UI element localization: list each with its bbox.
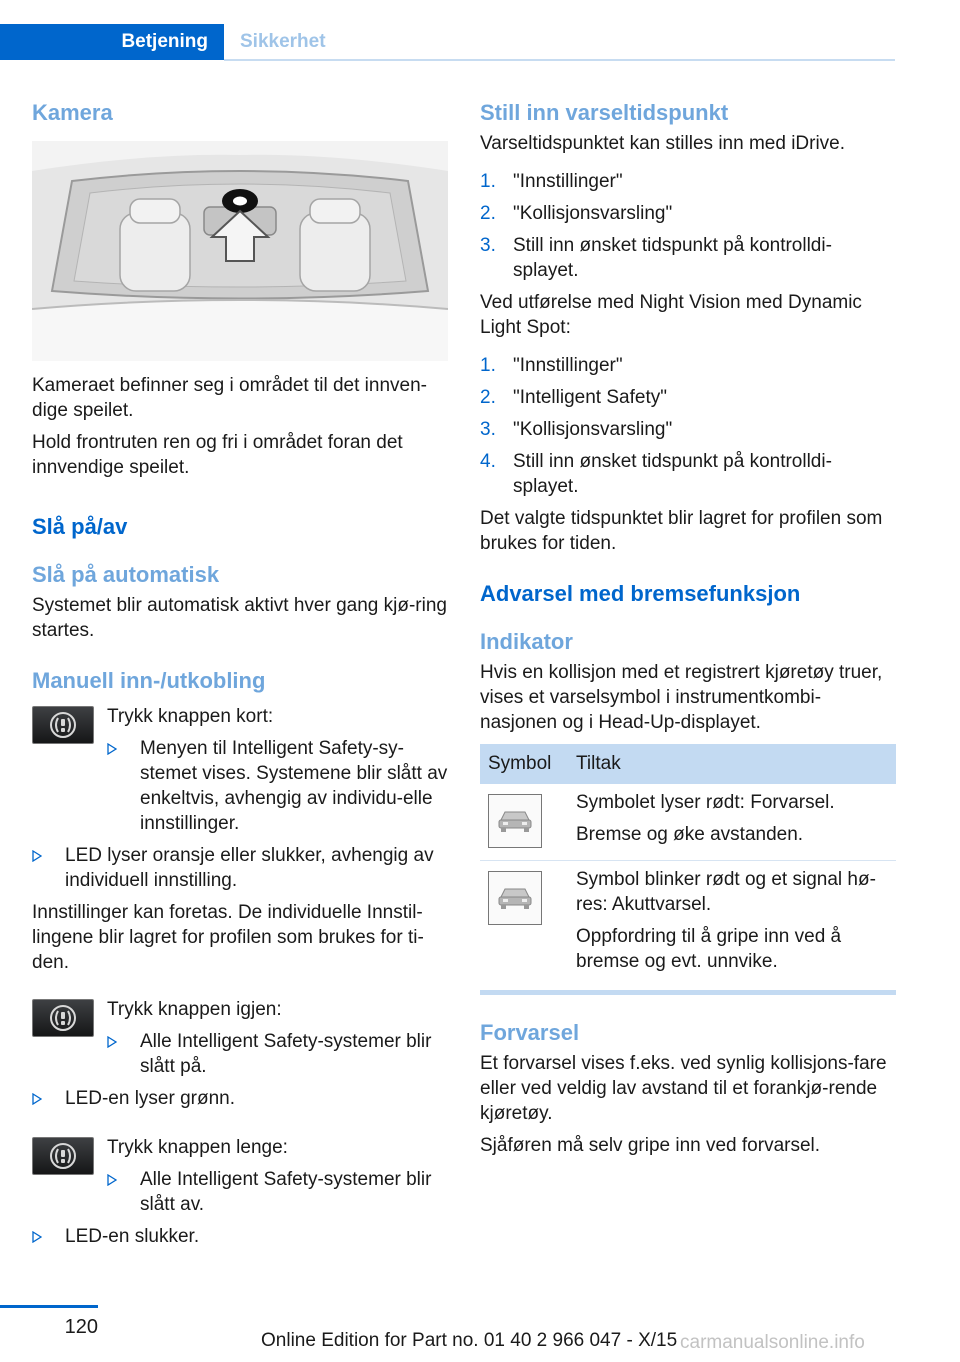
heading-advarsel: Advarsel med bremsefunksjon [480, 581, 801, 606]
table-row [480, 861, 896, 987]
list-item: 3. "Kollisjonsvarsling" [480, 419, 673, 440]
tab-divider [224, 59, 895, 61]
left-column [32, 100, 448, 1249]
heading-sla-pa-automatisk: Slå på automatisk [32, 562, 220, 587]
heading-forvarsel: Forvarsel [480, 1020, 580, 1045]
section-tab-bar [0, 24, 895, 62]
list-item [32, 1224, 448, 1249]
long-bullet-text: LED-en slukker. [65, 1226, 200, 1247]
list-item [107, 1167, 448, 1217]
column-header-tiltak: Tiltak [568, 744, 896, 784]
triangle-bullet-icon [107, 1036, 117, 1048]
footer-rule [0, 1305, 98, 1308]
kamera-paragraph-2: Hold frontruten ren og fri i området foran det innvendige speilet. [32, 432, 403, 478]
safety-button-icon [32, 706, 94, 744]
row2-text-a: Symbol blinker rødt og et signal hø-res: Akuttvarsel. [576, 869, 876, 915]
press-short-block [32, 704, 448, 836]
list-item: 4. Still inn ønsket tidspunkt på kontrolldi-splayet. [480, 451, 832, 497]
forvarsel-paragraph-1: Et forvarsel vises f.eks. ved synlig kollisjons-fare eller ved veldig lav avstand til et forankjø-rende kjøretøy. [480, 1053, 887, 1124]
tab-sikkerhet[interactable]: Sikkerhet [240, 31, 326, 52]
heading-sla-pa-av: Slå på/av [32, 514, 128, 539]
forvarsel-paragraph-2: Sjåføren må selv gripe inn ved forvarsel. [480, 1135, 821, 1156]
press-long-label: Trykk knappen lenge: [107, 1137, 288, 1158]
safety-button-icon [32, 1137, 94, 1175]
indikator-paragraph: Hvis en kollisjon med et registrert kjøretøy truer, vises et varselsymbol i instrumentkombi-nasjonen og i Head-Up-displayet. [480, 662, 883, 733]
press-short-label: Trykk knappen kort: [107, 706, 274, 727]
camera-location-illustration [32, 141, 448, 361]
list-item: 2. "Intelligent Safety" [480, 387, 667, 408]
heading-manuell: Manuell inn-/utkobling [32, 668, 266, 693]
short-sub-text: Menyen til Intelligent Safety-sy-stemet vises. Systemene blir slått av enkeltvis, avhengig av individu-elle innstillinger. [140, 738, 448, 834]
list-item: 3. Still inn ønsket tidspunkt på kontrolldi-splayet. [480, 235, 832, 281]
triangle-bullet-icon [107, 1174, 117, 1186]
triangle-bullet-icon [107, 743, 117, 755]
watermark-text: carmanualsonline.info [680, 1332, 865, 1353]
press-long-block [32, 1135, 448, 1217]
row2-text-b: Oppfordring til å gripe inn ved å bremse og evt. unnvike. [576, 926, 842, 972]
list-item [32, 1086, 448, 1111]
steps-list-2 [480, 353, 896, 499]
nightvision-paragraph: Ved utførelse med Night Vision med Dynamic Light Spot: [480, 292, 862, 338]
triangle-bullet-icon [32, 850, 42, 862]
tab-betjening[interactable]: Betjening [0, 24, 224, 60]
heading-indikator: Indikator [480, 629, 573, 654]
row1-text-a: Symbolet lyser rødt: Forvarsel. [576, 792, 835, 813]
steps-list-1 [480, 169, 896, 283]
list-item [107, 736, 448, 836]
triangle-bullet-icon [32, 1093, 42, 1105]
still-paragraph: Varseltidspunktet kan stilles inn med iDrive. [480, 133, 846, 154]
heading-kamera: Kamera [32, 100, 113, 125]
press-again-label: Trykk knappen igjen: [107, 999, 282, 1020]
press-again-block [32, 997, 448, 1079]
row1-text-b: Bremse og øke avstanden. [576, 824, 804, 845]
column-header-symbol: Symbol [480, 744, 568, 784]
saved-paragraph: Det valgte tidspunktet blir lagret for profilen som brukes for tiden. [480, 508, 883, 554]
list-item [32, 843, 448, 893]
again-sub-text: Alle Intelligent Safety-systemer blir slått på. [140, 1031, 432, 1077]
list-item: 2. "Kollisjonsvarsling" [480, 203, 673, 224]
automatisk-paragraph: Systemet blir automatisk aktivt hver gang kjø-ring startes. [32, 595, 447, 641]
table-bottom-rule [480, 990, 896, 995]
page-number: 120 [64, 1316, 98, 1338]
car-warning-icon [488, 794, 542, 848]
kamera-paragraph-1: Kameraet befinner seg i området til det innven-dige speilet. [32, 375, 427, 421]
triangle-bullet-icon [32, 1231, 42, 1243]
list-item [107, 1029, 448, 1079]
symbol-table [480, 744, 896, 986]
settings-paragraph: Innstillinger kan foretas. De individuelle Innstil-lingene blir lagret for profilen som brukes for ti-den. [32, 902, 424, 973]
short-bullet-text: LED lyser oransje eller slukker, avhengig av individuell innstilling. [65, 845, 434, 891]
right-column [480, 100, 896, 1158]
list-item: 1. "Innstillinger" [480, 171, 623, 192]
footer-edition-text: Online Edition for Part no. 01 40 2 966 047 - X/15 [261, 1330, 678, 1351]
list-item: 1. "Innstillinger" [480, 355, 623, 376]
long-sub-text: Alle Intelligent Safety-systemer blir slått av. [140, 1169, 432, 1215]
safety-button-icon [32, 999, 94, 1037]
car-warning-icon [488, 871, 542, 925]
table-row [480, 784, 896, 861]
again-bullet-text: LED-en lyser grønn. [65, 1088, 236, 1109]
heading-still-inn: Still inn varseltidspunkt [480, 100, 729, 125]
